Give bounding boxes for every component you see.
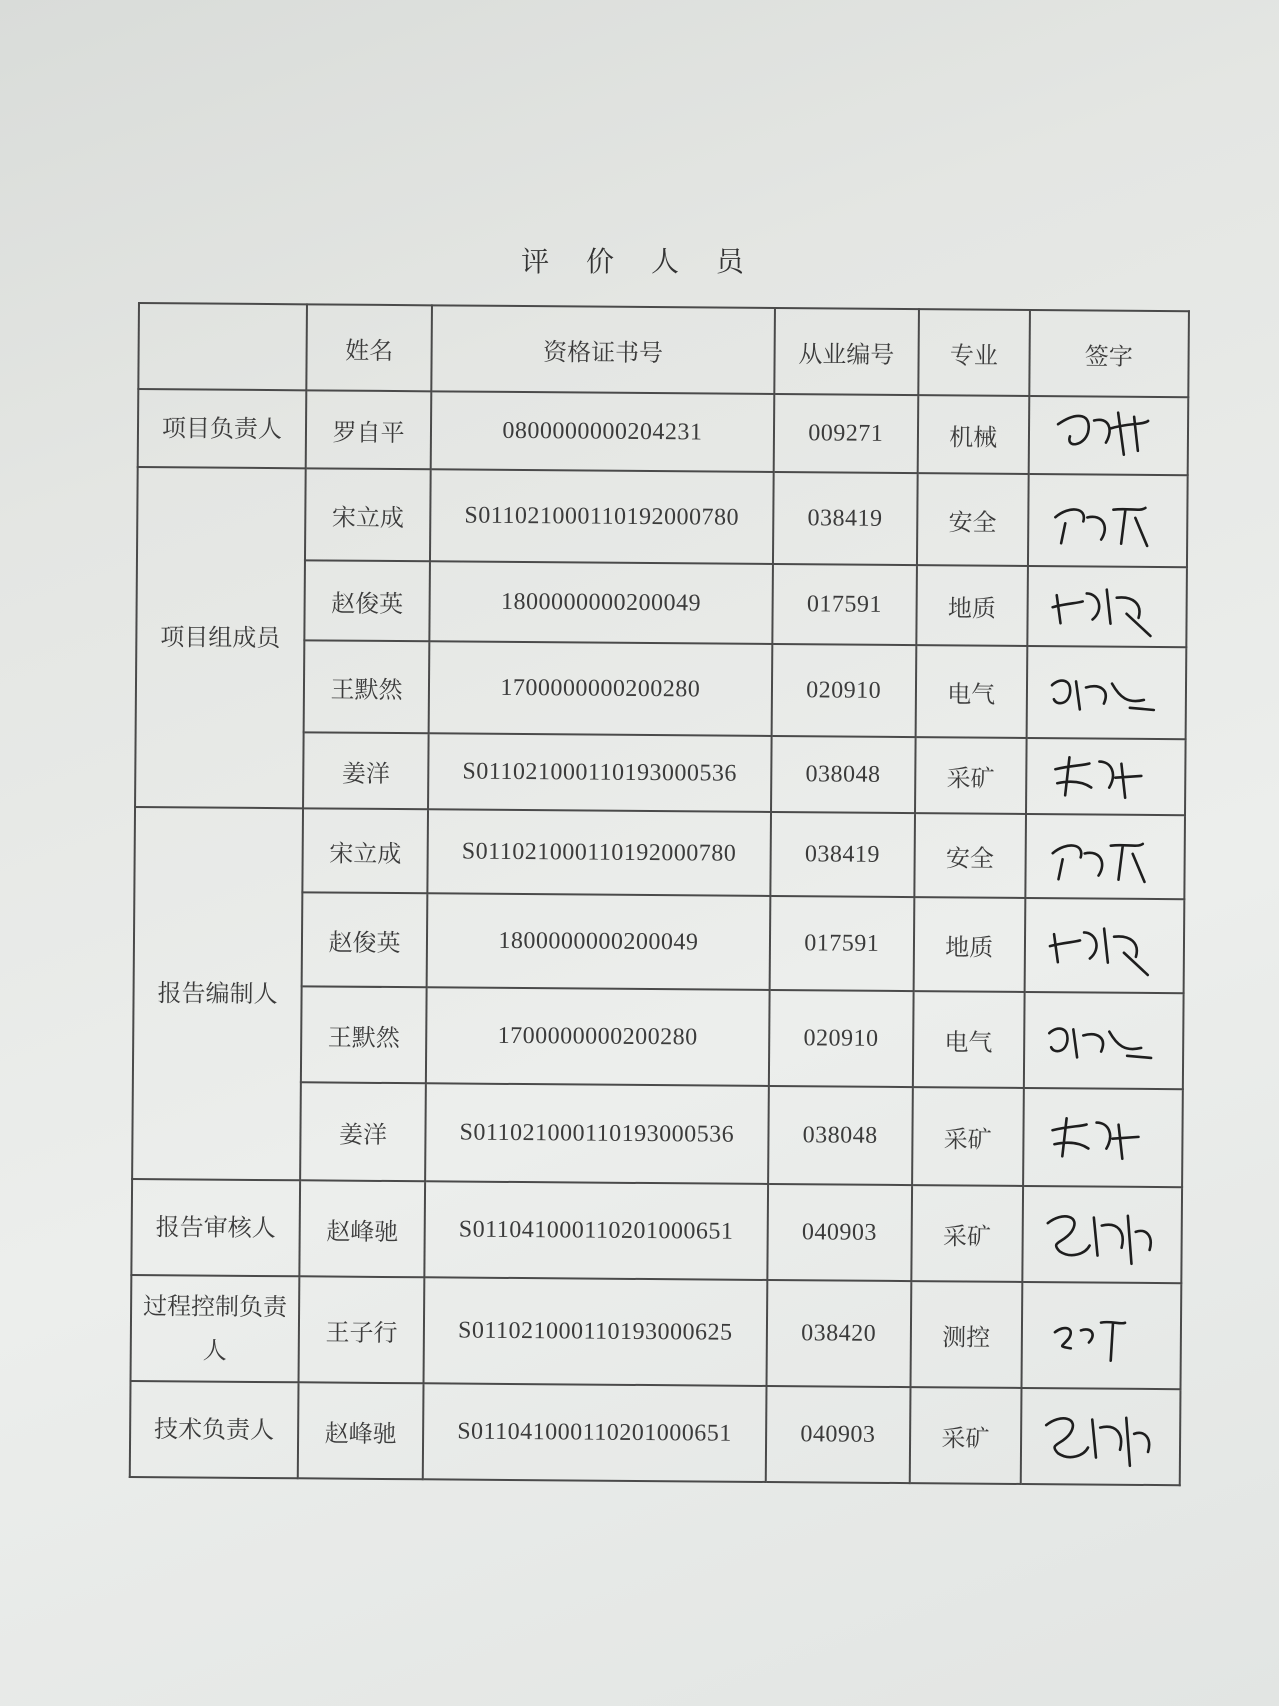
handwritten-signature	[1043, 1007, 1164, 1074]
handwritten-signature	[1047, 487, 1168, 554]
handwritten-signature	[1044, 912, 1165, 979]
handwritten-signature	[1042, 1104, 1163, 1171]
signature-cell	[1025, 814, 1185, 899]
handwritten-signature	[1041, 1302, 1162, 1369]
cert-cell: S011021000110193000625	[424, 1277, 767, 1386]
table-row	[137, 467, 1188, 567]
specialty-cell: 安全	[917, 473, 1028, 566]
cert-cell: S011041000110201000651	[423, 1383, 766, 1482]
cert-cell: 0800000000204231	[431, 391, 774, 472]
cert-cell: 1700000000200280	[429, 641, 772, 736]
practice-no-cell: 038419	[770, 812, 915, 897]
name-cell: 宋立成	[302, 808, 428, 893]
practice-no-cell: 017591	[772, 564, 917, 645]
name-cell: 赵俊英	[304, 560, 430, 641]
role-cell: 过程控制负责人	[131, 1275, 300, 1382]
practice-no-cell: 038420	[766, 1280, 911, 1387]
specialty-cell: 测控	[911, 1281, 1022, 1388]
signature-cell	[1028, 396, 1188, 475]
practice-no-cell: 040903	[765, 1386, 910, 1483]
name-cell: 宋立成	[305, 468, 431, 561]
practice-no-cell: 020910	[771, 644, 916, 737]
role-cell: 报告审核人	[131, 1179, 300, 1276]
name-cell: 姜洋	[303, 732, 429, 809]
role-cell: 项目组成员	[135, 467, 306, 808]
specialty-cell: 采矿	[911, 1185, 1022, 1282]
signature-cell	[1026, 646, 1186, 739]
signature-cell	[1021, 1282, 1181, 1389]
specialty-cell: 电气	[916, 645, 1027, 738]
table-row	[134, 807, 1185, 899]
name-cell: 罗自平	[306, 390, 432, 469]
practice-no-cell: 020910	[768, 990, 913, 1087]
table-row	[131, 1179, 1182, 1283]
cert-cell: 1800000000200049	[430, 561, 773, 644]
table-row	[130, 1381, 1181, 1485]
specialty-cell: 地质	[916, 565, 1027, 646]
specialty-cell: 机械	[918, 395, 1029, 474]
cert-cell: S011041000110201000651	[425, 1181, 768, 1280]
name-cell: 姜洋	[300, 1082, 426, 1181]
handwritten-signature	[1045, 823, 1166, 890]
cert-cell: 1800000000200049	[427, 893, 770, 990]
name-cell: 赵俊英	[302, 892, 428, 987]
handwritten-signature	[1042, 1201, 1163, 1268]
header-role	[138, 303, 307, 390]
role-cell: 报告编制人	[132, 807, 303, 1180]
handwritten-signature	[1045, 743, 1166, 810]
signature-cell	[1023, 1088, 1183, 1187]
page-title: 评 价 人 员	[521, 245, 758, 278]
cert-cell: S011021000110193000536	[428, 733, 771, 812]
name-cell: 赵峰驰	[299, 1180, 425, 1277]
signature-cell	[1028, 474, 1188, 567]
role-cell: 技术负责人	[130, 1381, 299, 1478]
name-cell: 赵峰驰	[298, 1382, 424, 1479]
practice-no-cell: 009271	[773, 394, 918, 473]
header-specialty: 专业	[918, 309, 1029, 396]
handwritten-signature	[1047, 573, 1168, 640]
name-cell: 王子行	[298, 1276, 424, 1383]
practice-no-cell: 038419	[772, 472, 917, 565]
header-practice-no: 从业编号	[774, 308, 919, 395]
specialty-cell: 电气	[913, 991, 1024, 1088]
signature-cell	[1024, 898, 1184, 993]
header-cert: 资格证书号	[432, 305, 775, 394]
cert-cell: S011021000110192000780	[428, 809, 771, 896]
table-header-row	[138, 303, 1189, 397]
practice-no-cell: 038048	[768, 1086, 913, 1185]
handwritten-signature	[1048, 402, 1169, 469]
table-row	[131, 1275, 1182, 1389]
signature-cell	[1023, 992, 1183, 1089]
table-row	[138, 389, 1189, 475]
name-cell: 王默然	[301, 986, 427, 1083]
personnel-table	[129, 302, 1190, 1486]
specialty-cell: 采矿	[915, 737, 1026, 814]
signature-cell	[1027, 566, 1187, 647]
cert-cell: 1700000000200280	[426, 987, 769, 1086]
handwritten-signature	[1040, 1403, 1161, 1470]
practice-no-cell: 040903	[767, 1184, 912, 1281]
signature-cell	[1026, 738, 1186, 815]
role-cell: 项目负责人	[138, 389, 307, 468]
specialty-cell: 采矿	[912, 1087, 1023, 1186]
handwritten-signature	[1046, 659, 1167, 726]
practice-no-cell: 017591	[769, 896, 914, 991]
practice-no-cell: 038048	[771, 736, 916, 813]
name-cell: 王默然	[304, 640, 430, 733]
signature-cell	[1022, 1186, 1182, 1283]
specialty-cell: 安全	[914, 813, 1025, 898]
cert-cell: S011021000110192000780	[430, 469, 773, 564]
specialty-cell: 地质	[914, 897, 1025, 992]
cert-cell: S011021000110193000536	[425, 1083, 768, 1184]
table-body	[130, 389, 1189, 1485]
signature-cell	[1020, 1388, 1180, 1485]
specialty-cell: 采矿	[910, 1387, 1021, 1484]
header-signature: 签字	[1029, 310, 1189, 397]
header-name: 姓名	[306, 304, 432, 391]
